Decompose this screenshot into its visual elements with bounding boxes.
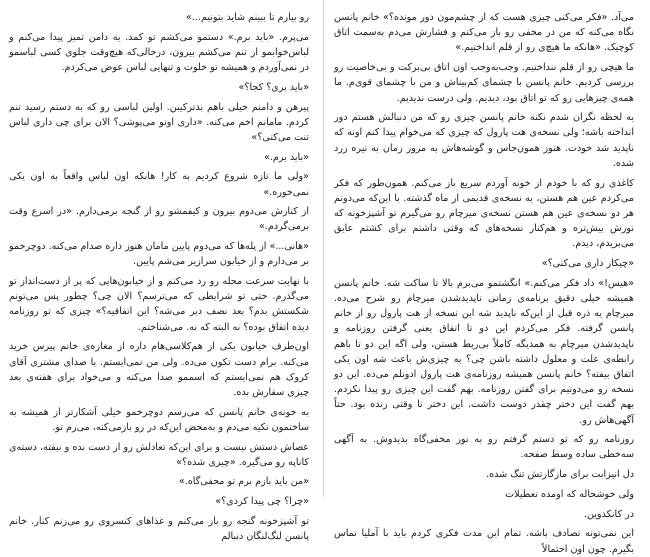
- left-paragraph-7: از کنارش می‌دوم بیرون و کیفمشو رو از گنجه برمی‌دارم. «در اسرع وقت برمی‌گردم.»: [9, 206, 309, 233]
- page-gutter: [323, 0, 324, 497]
- left-paragraph-14: «چرا؟ چی پیدا کردی؟»: [215, 496, 309, 508]
- right-paragraph-6: «هیس!» داد فکر می‌کنم.» انگشتمو می‌برم بالا تا ساکت شه. خانم پانسن همیشه خیلی دقیق برنامه‌ی زمانی ناپدیدشدن میرچام رو شرح می‌ده. میرچام یه ذره قبل از این‌که ناپدید شه این نسخه از هت پارول رو از خانم پانسن گرفته. فکر می‌کردم این دو تا اتفاق یعنی گرفتن روزنامه و ناپدیدشدن میرچام به همدیگه کاملاً بی‌ربط هستن، ولی اگه این دو تا باهم رابطه‌ی علت و معلول داشته باشن چی؟ یه چیزی‌ش باعث شه اون یکی اتفاق بیفته؟ خانم پانسن همیشه روزنامه‌ی هت پارول ادونلم می‌ده. این دو نسخه رو می‌دونیم برای گفتن روزنامه. بهم گفت این چیزی رو پیدا نکردم. بهم گفت این دختر چقدر دوست داشت. این دختر تا وقتی زنده بود. حتاً آگهی‌هاش رو.: [334, 277, 634, 426]
- right-paragraph-5: «چیکار داری می‌کنی؟»: [541, 258, 634, 270]
- left-paragraph-11: به خونه‌ی خانم پانسن که می‌رسم دوچرخمو خیلی آشکارتر از همیشه به ساختمون تکیه می‌دم و به‌محض این‌که در رو بازمی‌کنه، می‌رم تو.: [9, 406, 309, 433]
- right-paragraph-10: در کانکدوین.: [583, 508, 634, 520]
- left-paragraph-2: می‌پرم. «باید برم.» دستمو می‌کشم تو کمد. یه دامن تمیز پیدا می‌کنم و لباس‌خوابمو از تنم می‌کشم بیرون، درحالی‌که هیچ‌وقت جلوی کسی لباسمو در نمی‌آوردم و همیشه تو خلوت و تنهایی لباس عوض می‌کردم.: [9, 31, 309, 74]
- right-paragraph-8: دل انیزابت برای مارگارتش تنگ شده.: [486, 469, 634, 481]
- right-paragraph-4: کاغذی رو که با خودم از خونه آوردم سریع باز می‌کنم. همون‌طور که فکر می‌کردم عین هم هستن، یه نسخه‌ی قدیمی از ماه گذشته. با این‌که می‌دونم هر دو نسخه‌ی عین هم هستن نسخه‌ی میرچام رو می‌گیرم تو آشپزخونه که نورش بیش‌تره و هم‌کنار نسخه‌های که وقتی داشتم برای کشتم عایق می‌بریدم، دیدم.: [334, 177, 634, 250]
- left-paragraph-9: با نهایت سرعت محله رو رد می‌کنم و از خیابون‌هایی که پر از دست‌انداز تو می‌گذرم. حتی تو شرایطی که می‌ترسم؟ الان چی؟ چطور پس می‌تونم شکستش بدم؟ بعد نصف دیر می‌شه؟ این اتفاقیه؟» چیزی که تو روزنامه دیده اتفاق بوده؟ نه البته که نه. می‌شناختم.: [9, 276, 309, 333]
- left-paragraph-6: «ولی ما تازه شروع کردیم به کار! هانکه اون لباس واقعاً به اون یکی نمی‌خوره.»: [9, 171, 309, 198]
- left-paragraph-1: رو بیارم تا ببینم شاید بتونیم...»: [185, 12, 309, 23]
- left-paragraph-13: «من باید بازم برم تو محفی‌گاه.»: [178, 476, 309, 488]
- left-paragraph-15: تو آشپزخونه گنجه رو باز می‌کنم و غذاهای کنسروی رو می‌زنم کنار. خانم پانسن لنگ‌لنگان دنبالم: [9, 515, 309, 543]
- left-paragraph-8: «هانی...» از پله‌ها که می‌دوم پایین مامان هنوز داره صدام می‌کنه. دوچرخمو بر می‌دارم و از خیابون سرازیر می‌شم پایین.: [9, 241, 309, 268]
- left-paragraph-3: «باید بری؟ کجا؟»: [238, 81, 309, 93]
- right-paragraph-9: ولی خوشحاله که اومده تعطیلات: [505, 488, 634, 500]
- right-paragraph-3: یه لحظه نگران شدم نکنه خانم پانسن چیزی رو که من دنبالش هستم دور انداخته باشه؛ ولی نسخه‌ی هت پارول که چیزی که می‌خوام پیدا کنم اونه که ناپدید شد خودت. هنوز همون‌جاس و گوشه‌هاش به مرور زمان به تیره زرد شده.: [334, 112, 634, 169]
- left-paragraph-10: اون‌طرف خیابون یکی از هم‌کلاسی‌هام داره از مغازه‌ی خانم پیرس خرید می‌کنه. برام دست تکون می‌ده. ولی من نمی‌ایستم. با صدای مشتری آقای کروک هم نمی‌ایستم که اسممو صدا می‌کنه و می‌خواد برای هفته‌ی بعد چیزی سفارش بده.: [9, 341, 309, 398]
- left-page: [0, 0, 318, 543]
- right-page: [325, 0, 643, 555]
- left-paragraph-12: عصاش دستش نیست و برای این‌که تعادلش رو از دست نده و نیفته، دسته‌ی کاناپه رو می‌گیره. «چیزی شده؟»: [9, 441, 309, 468]
- right-paragraph-2: ما هیچی رو از قلم ننداختیم. وجب‌به‌وجب اون اتاق بی‌برکت و بی‌خاصیت رو بررسی کردیم. خانم پانسن با چشمای کم‌بیناش و من با چشمای قوی‌م. ما همه‌ی چیزهایی رو که تو اتاق بود، دیدیم. ولی درست ندیدیم.: [334, 62, 634, 104]
- left-paragraph-4: پیرهن و دامنم خیلی باهم بدترکیبن. اولین لباسی رو که به دستم رسید تنم کردم. مامانم اخم می‌کنه. «داری اونو می‌پوشی؟ الان برای چی داری لباس تنت می‌کنی؟»: [9, 101, 309, 143]
- right-paragraph-11: این نمی‌تونه تصادف باشه. تمام این مدت فکری کردم باید با آملیا تماس بگیرم. چون اون احتمالاً: [334, 528, 634, 555]
- left-paragraph-5: «باید برم.»: [263, 151, 309, 163]
- right-paragraph-7: روزنامه رو که تو دستم گرفتم رو به نور مخفی‌گاه بدیدوش. به آگهی سه‌خطی ساده وسط صفحه.: [334, 434, 634, 461]
- right-paragraph-1: می‌آد. «فکر می‌کنی چیزی هست که از چشم‌مون دور مونده؟» خانم پانسن نگاه می‌کنه که من در مخفی رو باز می‌کنم و فشارش می‌دم به‌سمت اتاق کوچیک. «هانکه ما هیچ‌ی رو از قلم انداختیم.»: [334, 12, 634, 54]
